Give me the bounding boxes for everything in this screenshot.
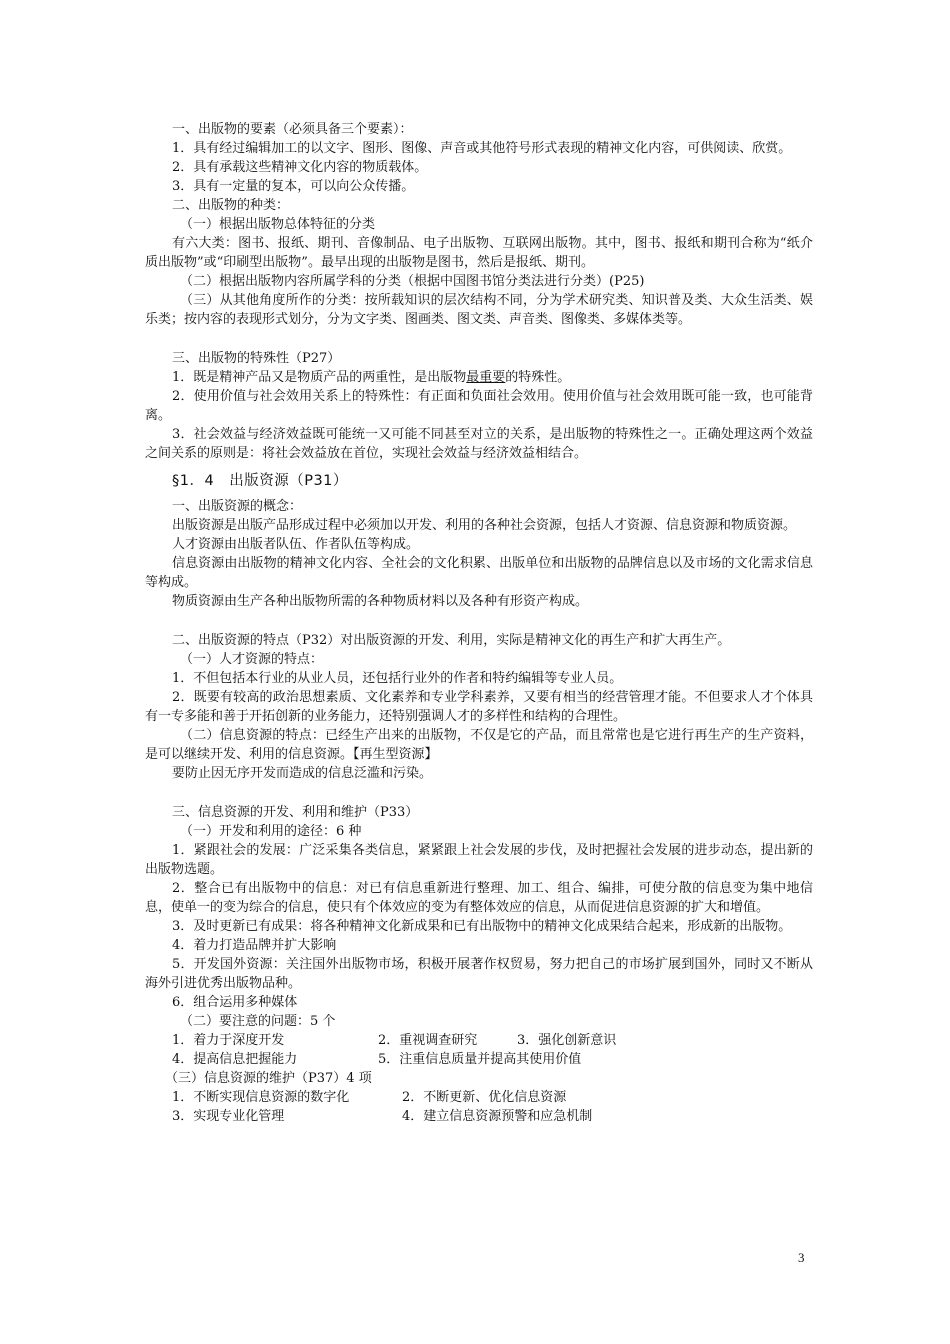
list-item: 1．具有经过编辑加工的以文字、图形、图像、声音或其他符号形式表现的精神文化内容，可供阅读、欣赏。 [172,141,792,156]
section-title: 二、出版资源的特点（P32）对出版资源的开发、利用，实际是精神文化的再生产和扩大再生产。 [172,633,731,648]
list-item: 3．社会效益与经济效益既可能统一又可能不同甚至对立的关系，是出版物的特殊性之一。正确处理这两个效益之间关系的原则是：将社会效益放在首位，实现社会效益与经济效益相结合。 [145,427,813,461]
chapter-heading: §1．4 出版资源（P31） [172,473,348,489]
subsection-title: （三）信息资源的维护（P37）4 项 [165,1071,372,1086]
list-item: 1．紧跟社会的发展：广泛采集各类信息，紧紧跟上社会发展的步伐，及时把握社会发展的进步动态，提出新的出版物选题。 [145,843,813,877]
issue-row [145,1031,813,1050]
maintenance-row [145,1088,813,1107]
list-item: 6．组合运用多种媒体 [172,995,298,1010]
section-title: 一、出版资源的概念： [172,499,303,514]
list-item: 4．提高信息把握能力 [172,1052,298,1067]
list-item: 2．整合已有出版物中的信息：对已有信息重新进行整理、加工、组合、编排，可使分散的信息变为集中地信息，使单一的变为综合的信息，使只有个体效应的变为有整体效应的信息，从而促进信息资源的扩大和增值。 [145,881,813,915]
subsection-title: （一）开发和利用的途径：6 种 [180,824,362,839]
issue-row [145,1050,813,1069]
paragraph: 信息资源由出版物的精神文化内容、全社会的文化积累、出版单位和出版物的品牌信息以及市场的文化需求信息等构成。 [145,556,813,590]
list-item: 5．开发国外资源：关注国外出版物市场，积极开展著作权贸易，努力把自己的市场扩展到国外，同时又不断从海外引进优秀出版物品种。 [145,957,813,991]
page-number: 3 [798,1250,805,1265]
paragraph: （三）从其他角度所作的分类：按所载知识的层次结构不同，分为学术研究类、知识普及类、大众生活类、娱乐类；按内容的表现形式划分，分为文字类、图画类、图文类、声音类、图像类、多媒体类等。 [145,293,813,327]
maintenance-row [145,1107,813,1126]
section-title: 三、出版物的特殊性（P27） [172,351,341,366]
section-title: 三、信息资源的开发、利用和维护（P33） [172,805,419,820]
subsection-title: （一）人才资源的特点： [180,652,324,667]
text-span: 的特殊性。 [505,370,571,385]
list-item: 3．实现专业化管理 [172,1109,285,1124]
list-item: 4．着力打造品牌并扩大影响 [172,938,337,953]
list-item: 2．既要有较高的政治思想素质、文化素养和专业学科素养，又要有相当的经营管理才能。不但要求人才个体具有一专多能和善于开拓创新的业务能力，还特别强调人才的多样性和结构的合理性。 [145,690,813,724]
subsection-title: （二）根据出版物内容所属学科的分类（根据中国图书馆分类法进行分类）(P25) [180,274,645,289]
paragraph: 要防止因无序开发而造成的信息泛滥和污染。 [172,766,433,781]
list-item: 3．强化创新意识 [517,1033,617,1048]
list-item: 1．不断实现信息资源的数字化 [172,1090,350,1105]
subsection-title: （二）信息资源的特点：已经生产出来的出版物，不仅是它的产品，而且常常也是它进行再生产的生产资料，是可以继续开发、利用的信息资源。【再生型资源】 [145,728,813,762]
paragraph: 人才资源由出版者队伍、作者队伍等构成。 [172,537,420,552]
subsection-title: （一）根据出版物总体特征的分类 [180,217,376,232]
paragraph: 物质资源由生产各种出版物所需的各种物质材料以及各种有形资产构成。 [172,594,589,609]
list-item: 2．使用价值与社会效用关系上的特殊性：有正面和负面社会效用。使用价值与社会效用既可能一致，也可能背离。 [145,389,813,423]
paragraph: 有六大类：图书、报纸、期刊、音像制品、电子出版物、互联网出版物。其中，图书、报纸和期刊合称为“纸介质出版物”或“印刷型出版物”。最早出现的出版物是图书，然后是报纸、期刊。 [145,236,813,270]
list-item: 2．重视调查研究 [378,1033,478,1048]
document-body [145,120,813,1126]
list-item: 1．着力于深度开发 [172,1033,285,1048]
list-item: 3．具有一定量的复本，可以向公众传播。 [172,179,415,194]
underlined-text: 最重要 [466,370,506,385]
list-item: 4．建立信息资源预警和应急机制 [402,1109,593,1124]
subsection-title: （二）要注意的问题：5 个 [180,1014,336,1029]
text-span: 1．既是精神产品又是物质产品的两重性，是出版物 [172,370,467,385]
section-title: 二、出版物的种类： [172,198,290,213]
paragraph: 出版资源是出版产品形成过程中必须加以开发、利用的各种社会资源，包括人才资源、信息资源和物质资源。 [172,518,797,533]
list-item: 5．注重信息质量并提高其使用价值 [378,1052,582,1067]
list-item: 2．不断更新、优化信息资源 [402,1090,567,1105]
list-item: 2．具有承载这些精神文化内容的物质载体。 [172,160,428,175]
section-title: 一、出版物的要素（必须具备三个要素）： [172,122,413,137]
list-item: 1．不但包括本行业的从业人员，还包括行业外的作者和特约编辑等专业人员。 [172,671,623,686]
list-item: 3．及时更新已有成果：将各种精神文化新成果和已有出版物中的精神文化成果结合起来，形成新的出版物。 [172,919,792,934]
list-item [145,368,813,387]
